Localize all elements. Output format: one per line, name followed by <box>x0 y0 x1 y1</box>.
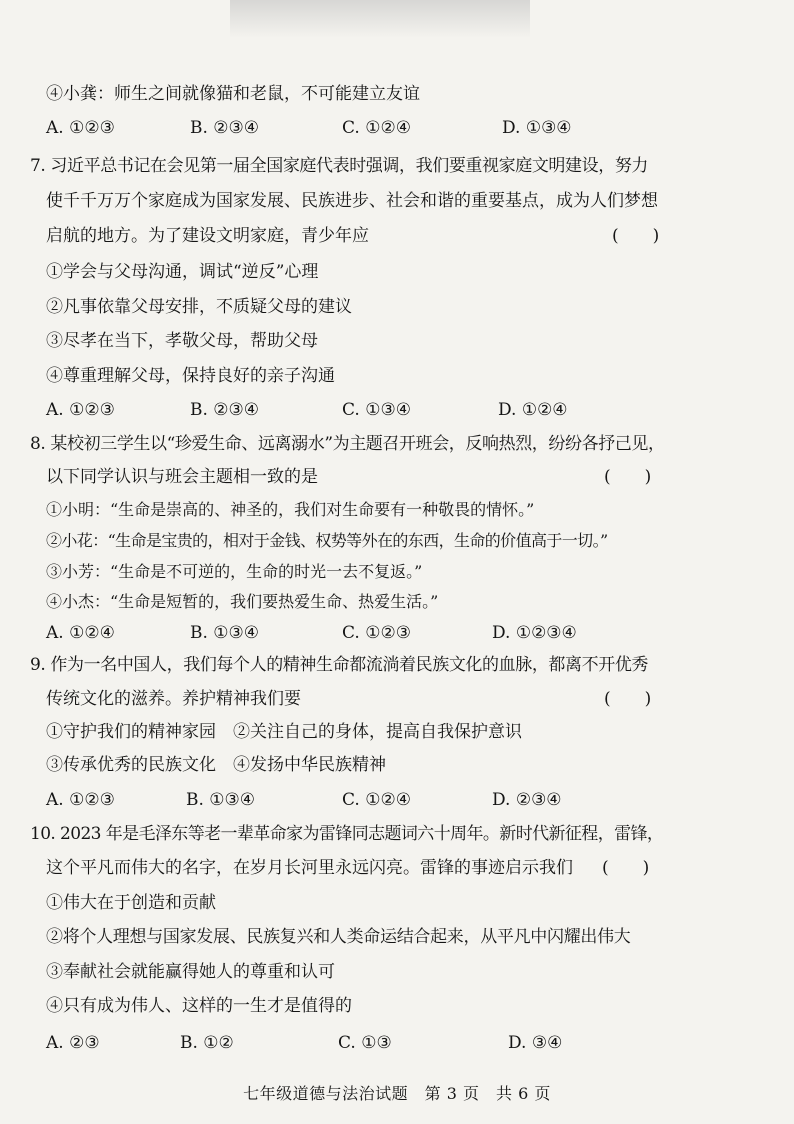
q9-statements-row-2: ③传承优秀的民族文化 ④发扬中华民族精神 <box>46 755 386 775</box>
q7-statement-2: ②凡事依靠父母安排，不质疑父母的建议 <box>46 297 352 317</box>
q7-stem-line-3: 启航的地方。为了建设文明家庭，青少年应 <box>46 226 369 246</box>
q7-option-c[interactable]: C. ①③④ <box>342 400 411 420</box>
q7-stem-line-1: 7. 习近平总书记在会见第一届全国家庭代表时强调，我们要重视家庭文明建设，努力 <box>30 156 649 176</box>
q10-statement-4: ④只有成为伟人、这样的一生才是值得的 <box>46 996 352 1016</box>
q7-statement-4: ④尊重理解父母，保持良好的亲子沟通 <box>46 366 335 386</box>
q10-options <box>46 1032 746 1054</box>
q9-stem-line-1: 9. 作为一名中国人，我们每个人的精神生命都流淌着民族文化的血脉，都离不开优秀 <box>30 655 649 675</box>
q10-stem-line-2: 这个平凡而伟大的名字，在岁月长河里永远闪亮。雷锋的事迹启示我们 <box>46 858 573 878</box>
q8-option-c[interactable]: C. ①②③ <box>342 623 411 643</box>
q10-statement-3: ③奉献社会就能赢得她人的尊重和认可 <box>46 962 335 982</box>
q10-option-a[interactable]: A. ②③ <box>46 1033 100 1053</box>
q7-options <box>46 399 746 421</box>
q8-statement-2: ②小花：“生命是宝贵的，相对于金钱、权势等外在的东西，生命的价值高于一切。” <box>46 531 608 550</box>
q7-option-d[interactable]: D. ①②④ <box>498 400 568 420</box>
q7-statement-3: ③尽孝在当下，孝敬父母，帮助父母 <box>46 331 318 351</box>
q8-statement-3: ③小芳：“生命是不可逆的，生命的时光一去不复返。” <box>46 562 423 581</box>
q9-options <box>46 789 746 811</box>
q10-statement-2: ②将个人理想与国家发展、民族复兴和人类命运结合起来，从平凡中闪耀出伟大 <box>46 927 631 947</box>
page-footer: 七年级道德与法治试题 第 3 页 共 6 页 <box>243 1084 551 1103</box>
q9-option-c[interactable]: C. ①②④ <box>342 790 411 810</box>
q8-statement-1: ①小明：“生命是崇高的、神圣的，我们对生命要有一种敬畏的情怀。” <box>46 500 535 519</box>
q9-option-b[interactable]: B. ①③④ <box>186 790 256 810</box>
q6-options <box>46 117 746 139</box>
q8-statement-4: ④小杰：“生命是短暂的，我们要热爱生命、热爱生活。” <box>46 592 439 611</box>
q9-option-d[interactable]: D. ②③④ <box>492 790 562 810</box>
q8-option-d[interactable]: D. ①②③④ <box>492 623 577 643</box>
q7-answer-blank[interactable]: ( ) <box>612 226 660 246</box>
q10-option-c[interactable]: C. ①③ <box>338 1033 392 1053</box>
q7-option-a[interactable]: A. ①②③ <box>46 400 115 420</box>
q8-option-a[interactable]: A. ①②④ <box>46 623 115 643</box>
q9-stem-line-2: 传统文化的滋养。养护精神我们要 <box>46 689 301 709</box>
scan-shadow <box>230 0 530 38</box>
q6-option-b[interactable]: B. ②③④ <box>190 118 260 138</box>
q10-statement-1: ①伟大在于创造和贡献 <box>46 893 216 913</box>
q9-answer-blank[interactable]: ( ) <box>604 689 652 709</box>
q6-option-d[interactable]: D. ①③④ <box>502 118 572 138</box>
q9-statements-row-1: ①守护我们的精神家园 ②关注自己的身体，提高自我保护意识 <box>46 722 522 742</box>
q7-statement-1: ①学会与父母沟通，调试“逆反”心理 <box>46 262 319 282</box>
q8-stem-line-1: 8. 某校初三学生以“珍爱生命、远离溺水”为主题召开班会，反响热烈，纷纷各抒己见， <box>30 434 665 454</box>
q8-options <box>46 622 746 644</box>
q10-option-d[interactable]: D. ③④ <box>508 1033 563 1053</box>
q8-stem-line-2: 以下同学认识与班会主题相一致的是 <box>46 467 318 487</box>
q6-option-a[interactable]: A. ①②③ <box>46 118 115 138</box>
q10-answer-blank[interactable]: ( ) <box>602 858 650 878</box>
q10-stem-line-1: 10. 2023 年是毛泽东等老一辈革命家为雷锋同志题词六十周年。新时代新征程，雷锋， <box>30 824 664 844</box>
q7-stem-line-2: 使千千万万个家庭成为国家发展、民族进步、社会和谐的重要基点，成为人们梦想 <box>46 191 658 211</box>
q6-statement-4: ④小龚：师生之间就像猫和老鼠，不可能建立友谊 <box>46 84 420 104</box>
q10-option-b[interactable]: B. ①② <box>180 1033 234 1053</box>
q8-answer-blank[interactable]: ( ) <box>604 467 652 487</box>
q9-option-a[interactable]: A. ①②③ <box>46 790 115 810</box>
q6-option-c[interactable]: C. ①②④ <box>342 118 411 138</box>
q7-option-b[interactable]: B. ②③④ <box>190 400 260 420</box>
q8-option-b[interactable]: B. ①③④ <box>190 623 260 643</box>
